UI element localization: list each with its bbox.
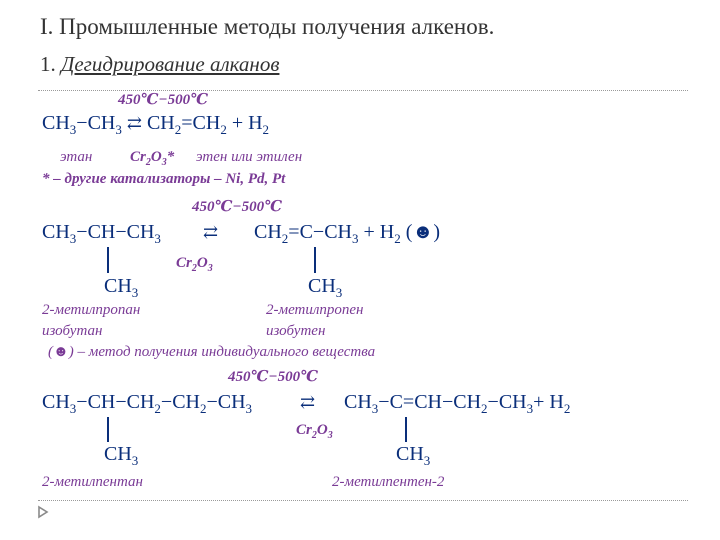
page-title: I. Промышленные методы получения алкенов. — [40, 14, 495, 39]
reaction2-product-trivial-name: изобутен — [266, 323, 326, 339]
reaction3-left: $CH_3-CH-CH_2-CH_2-CH_3$ — [42, 391, 253, 416]
reaction1-reactant-name: этан — [60, 149, 93, 165]
reaction2-right-branch: $CH_3$ — [308, 275, 343, 300]
reaction1-product-name: этен или этилен — [196, 149, 303, 165]
bond-line — [107, 417, 109, 442]
reaction2-right: $CH_2=C-CH_3 + H_2$ (☻) — [254, 221, 441, 246]
reaction3-right-branch: $CH_3$ — [396, 443, 431, 468]
reaction2-left-branch: $CH_3$ — [104, 275, 139, 300]
bond-line — [405, 417, 407, 442]
section-title: Дегидрирование алканов — [61, 52, 280, 76]
reaction2-reactant-trivial-name: изобутан — [42, 323, 103, 339]
method-remark: (☻) – метод получения индивидуального вещества — [48, 344, 376, 360]
reaction3-right: $CH_3-C=CH-CH_2-CH_3+ H_2$ — [344, 391, 571, 416]
reaction2-catalyst: $Cr_2O_3$ — [176, 255, 213, 274]
footer-divider — [38, 500, 688, 501]
bond-line — [107, 247, 109, 273]
reaction1-catalyst: $Cr_2O_3*$ — [130, 149, 175, 168]
equilibrium-arrow-icon: ⇄ — [126, 113, 142, 133]
section-heading — [40, 52, 279, 77]
reaction2-left: $CH_3-CH-CH_3$ — [42, 221, 161, 246]
reaction1-equation: $CH_3-CH_3$ ⇄ $CH_2=CH_2 + H_2$ — [42, 112, 270, 137]
arrow-right-icon[interactable] — [36, 505, 50, 519]
equilibrium-arrow-icon: ⇄ — [203, 222, 219, 242]
arrow-right-icon-graphic — [36, 505, 50, 519]
reaction3-reactant-name: 2-метилпентан — [42, 474, 143, 490]
reaction3-product-name: 2-метилпентен-2 — [332, 474, 445, 490]
reaction3-left-branch: $CH_3$ — [104, 443, 139, 468]
reaction2-product-name: 2-метилпропен — [266, 302, 364, 318]
catalyst-footnote: * – другие катализаторы – Ni, Pd, Pt — [42, 171, 286, 187]
equilibrium-arrow-icon: ⇄ — [300, 392, 316, 412]
reaction3-catalyst: $Cr_2O_3$ — [296, 422, 333, 441]
bond-line — [314, 247, 316, 273]
reaction2-reactant-name: 2-метилпропан — [42, 302, 141, 318]
section-number: 1. — [40, 52, 61, 76]
reaction3-condition: 450℃−500℃ — [228, 369, 319, 385]
reaction2-condition: 450℃−500℃ — [192, 199, 283, 215]
reaction1-condition: 450℃−500℃ — [118, 92, 209, 108]
